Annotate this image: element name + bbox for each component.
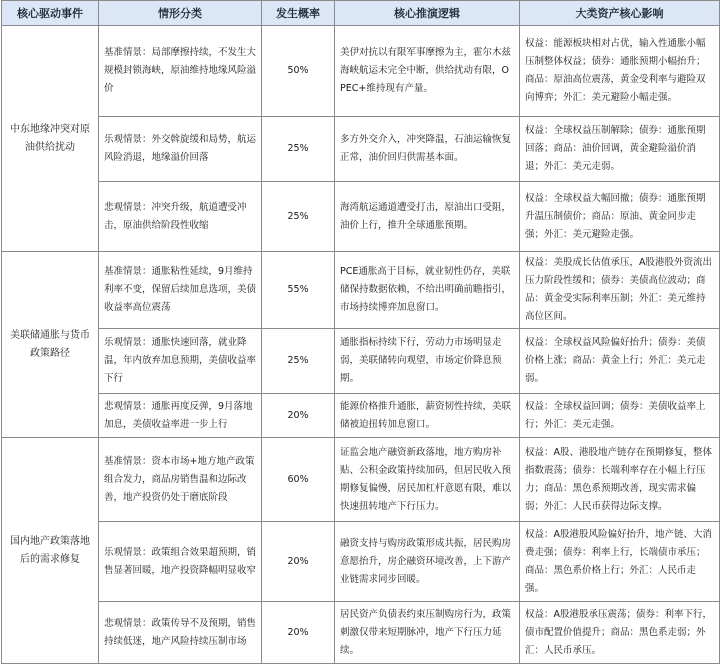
header-probability: 发生概率	[262, 1, 335, 26]
impact-cell: 权益：全球权益回调；债券：美债收益率上行；外汇：美元走强。	[520, 394, 720, 438]
table-row	[2, 252, 720, 329]
header-logic: 核心推演逻辑	[335, 1, 520, 26]
probability-cell: 50%	[262, 26, 335, 117]
header-driver: 核心驱动事件	[2, 1, 99, 26]
probability-cell: 25%	[262, 182, 335, 252]
impact-cell: 权益：美股成长估值承压，A股港股外资流出压力阶段性缓和；债券：美债高位波动；商品：黄金受实际利率压制；外汇：美元维持高位区间。	[520, 252, 720, 329]
table-row	[2, 522, 720, 602]
logic-cell: 海湾航运通道遭受打击，原油出口受阻，油价上行，推升全球通胀预期。	[335, 182, 520, 252]
logic-cell: 融资支持与购房政策形成共振，居民购房意愿抬升，房企融资环境改善，上下游产业链需求同步回暖。	[335, 522, 520, 602]
scenario-cell: 基准情景：通胀粘性延续，9月维持利率不变，保留后续加息选项，美债收益率高位震荡	[99, 252, 262, 329]
probability-cell: 60%	[262, 438, 335, 522]
driver-cell: 美联储通胀与货币政策路径	[2, 252, 99, 438]
driver-cell: 国内地产政策落地后的需求修复	[2, 438, 99, 664]
table-row	[2, 394, 720, 438]
header-scenario: 情形分类	[99, 1, 262, 26]
scenario-cell: 悲观情景：冲突升级，航道遭受冲击，原油供给阶段性收缩	[99, 182, 262, 252]
scenario-table	[1, 0, 720, 664]
probability-cell: 25%	[262, 117, 335, 182]
impact-cell: 权益：全球权益大幅回撤；债券：通胀预期升温压制债价；商品：原油、黄金同步走强；外汇：美元避险走强。	[520, 182, 720, 252]
logic-cell: PCE通胀高于目标，就业韧性仍存，美联储保持数据依赖，不给出明确前瞻指引，市场持续博弈加息窗口。	[335, 252, 520, 329]
probability-cell: 25%	[262, 329, 335, 394]
probability-cell: 20%	[262, 394, 335, 438]
table-row	[2, 26, 720, 117]
probability-cell: 20%	[262, 522, 335, 602]
logic-cell: 能源价格推升通胀，薪资韧性持续，美联储被迫扭转加息窗口。	[335, 394, 520, 438]
impact-cell: 权益：A股港股承压震荡；债券：利率下行，债市配置价值提升；商品：黑色系走弱；外汇：人民币承压。	[520, 602, 720, 664]
impact-cell: 权益：能源板块相对占优，输入性通胀小幅压制整体权益；债券：通胀预期小幅抬升；商品：原油高位震荡，黄金受利率与避险双向博弈；外汇：美元避险小幅走强。	[520, 26, 720, 117]
impact-cell: 权益：A股港股风险偏好抬升，地产链、大消费走强；债券：利率上行，长端债市承压；商品：黑色系价格上行；外汇：人民币走强。	[520, 522, 720, 602]
scenario-cell: 乐观情景：外交斡旋缓和局势，航运风险消退，地缘溢价回落	[99, 117, 262, 182]
logic-cell: 证监会地产融资新政落地，地方购房补贴、公积金政策持续加码，但居民收入预期修复偏慢，居民加杠杆意愿有限，难以快速扭转地产下行压力。	[335, 438, 520, 522]
probability-cell: 20%	[262, 602, 335, 664]
scenario-cell: 基准情景：局部摩擦持续，不发生大规模封锁海峡，原油维持地缘风险溢价	[99, 26, 262, 117]
scenario-cell: 悲观情景：政策传导不及预期，销售持续低迷，地产风险持续压制市场	[99, 602, 262, 664]
scenario-cell: 乐观情景：通胀快速回落，就业降温，年内放弃加息预期，美债收益率下行	[99, 329, 262, 394]
table-row	[2, 602, 720, 664]
impact-cell: 权益：全球权益压制解除；债券：通胀预期回落；商品：油价回调，黄金避险溢价消退；外汇：美元走弱。	[520, 117, 720, 182]
scenario-cell: 乐观情景：政策组合效果超预期，销售显著回暖，地产投资降幅明显收窄	[99, 522, 262, 602]
scenario-cell: 基准情景：资本市场+地方地产政策组合发力，商品房销售温和边际改善，地产投资仍处于磨底阶段	[99, 438, 262, 522]
table-row	[2, 438, 720, 522]
table-row	[2, 182, 720, 252]
logic-cell: 多方外交介入，冲突降温，石油运输恢复正常，油价回归供需基本面。	[335, 117, 520, 182]
scenario-cell: 悲观情景：通胀再度反弹，9月落地加息，美债收益率进一步上行	[99, 394, 262, 438]
driver-cell: 中东地缘冲突对原油供给扰动	[2, 26, 99, 252]
logic-cell: 美伊对抗以有限军事摩擦为主，霍尔木兹海峡航运未完全中断，供给扰动有限，OPEC+维持现有产量。	[335, 26, 520, 117]
logic-cell: 通胀指标持续下行，劳动力市场明显走弱，美联储转向观望，市场定价降息预期。	[335, 329, 520, 394]
table-row	[2, 329, 720, 394]
table-row	[2, 117, 720, 182]
impact-cell: 权益：全球权益风险偏好抬升；债券：美债价格上涨；商品：黄金上行；外汇：美元走弱。	[520, 329, 720, 394]
impact-cell: 权益：A股、港股地产链存在预期修复，整体指数震荡；债券：长端利率存在小幅上行压力；商品：黑色系预期改善，现实需求偏弱；外汇：人民币获得边际支撑。	[520, 438, 720, 522]
logic-cell: 居民资产负债表约束压制购房行为，政策刺激仅带来短期脉冲，地产下行压力延续。	[335, 602, 520, 664]
table-header-row	[2, 1, 720, 26]
header-impact: 大类资产核心影响	[520, 1, 720, 26]
probability-cell: 55%	[262, 252, 335, 329]
